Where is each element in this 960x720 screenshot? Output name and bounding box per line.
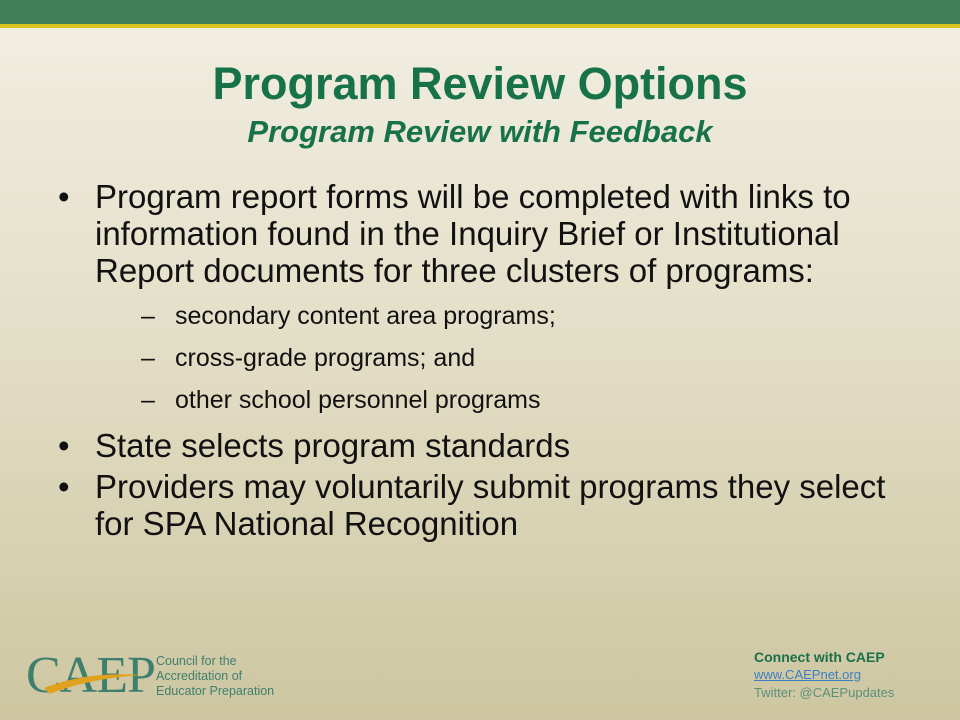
sub-bullet-text: cross-grade programs; and (175, 344, 476, 372)
dash-icon: – (141, 386, 155, 414)
bullet-icon: • (58, 178, 70, 215)
slide-subtitle: Program Review with Feedback (247, 114, 713, 149)
bullet-text: Program report forms will be completed with links to information found in the Inquiry Brief or Institutional Report documents for three clusters of programs: (95, 178, 851, 289)
sub-bullet-item (133, 337, 908, 379)
bullet-item (58, 427, 908, 464)
logo-line: Accreditation of (156, 669, 243, 683)
website-link[interactable]: www.CAEPnet.org (754, 667, 861, 682)
caep-logo (22, 648, 282, 712)
logo-swoosh-icon (22, 648, 156, 712)
bullet-icon: • (58, 468, 70, 505)
slide-title: Program Review Options (212, 58, 748, 109)
sub-bullet-text: secondary content area programs; (175, 302, 556, 330)
twitter-handle: Twitter: @CAEPupdates (754, 685, 895, 700)
top-banner (0, 0, 960, 24)
bullet-list (58, 178, 908, 542)
dash-icon: – (141, 302, 155, 330)
sub-bullet-list (95, 295, 908, 421)
bullet-icon: • (58, 427, 70, 464)
connect-title: Connect with CAEP (754, 649, 885, 665)
bullet-item (58, 468, 908, 542)
sub-bullet-item (133, 295, 908, 337)
dash-icon: – (141, 344, 155, 372)
bullet-text: State selects program standards (95, 427, 571, 464)
sub-bullet-item (133, 379, 908, 421)
logo-wordmark: CAEP (26, 647, 155, 704)
connect-block (754, 648, 894, 702)
bullet-item (58, 178, 908, 421)
sub-bullet-text: other school personnel programs (175, 386, 541, 414)
logo-text (156, 654, 274, 699)
top-accent-rule (0, 24, 960, 28)
bullet-text: Providers may voluntarily submit programs they select for SPA National Recognition (95, 468, 886, 542)
logo-line: Educator Preparation (156, 684, 275, 698)
logo-line: Council for the (156, 654, 237, 668)
